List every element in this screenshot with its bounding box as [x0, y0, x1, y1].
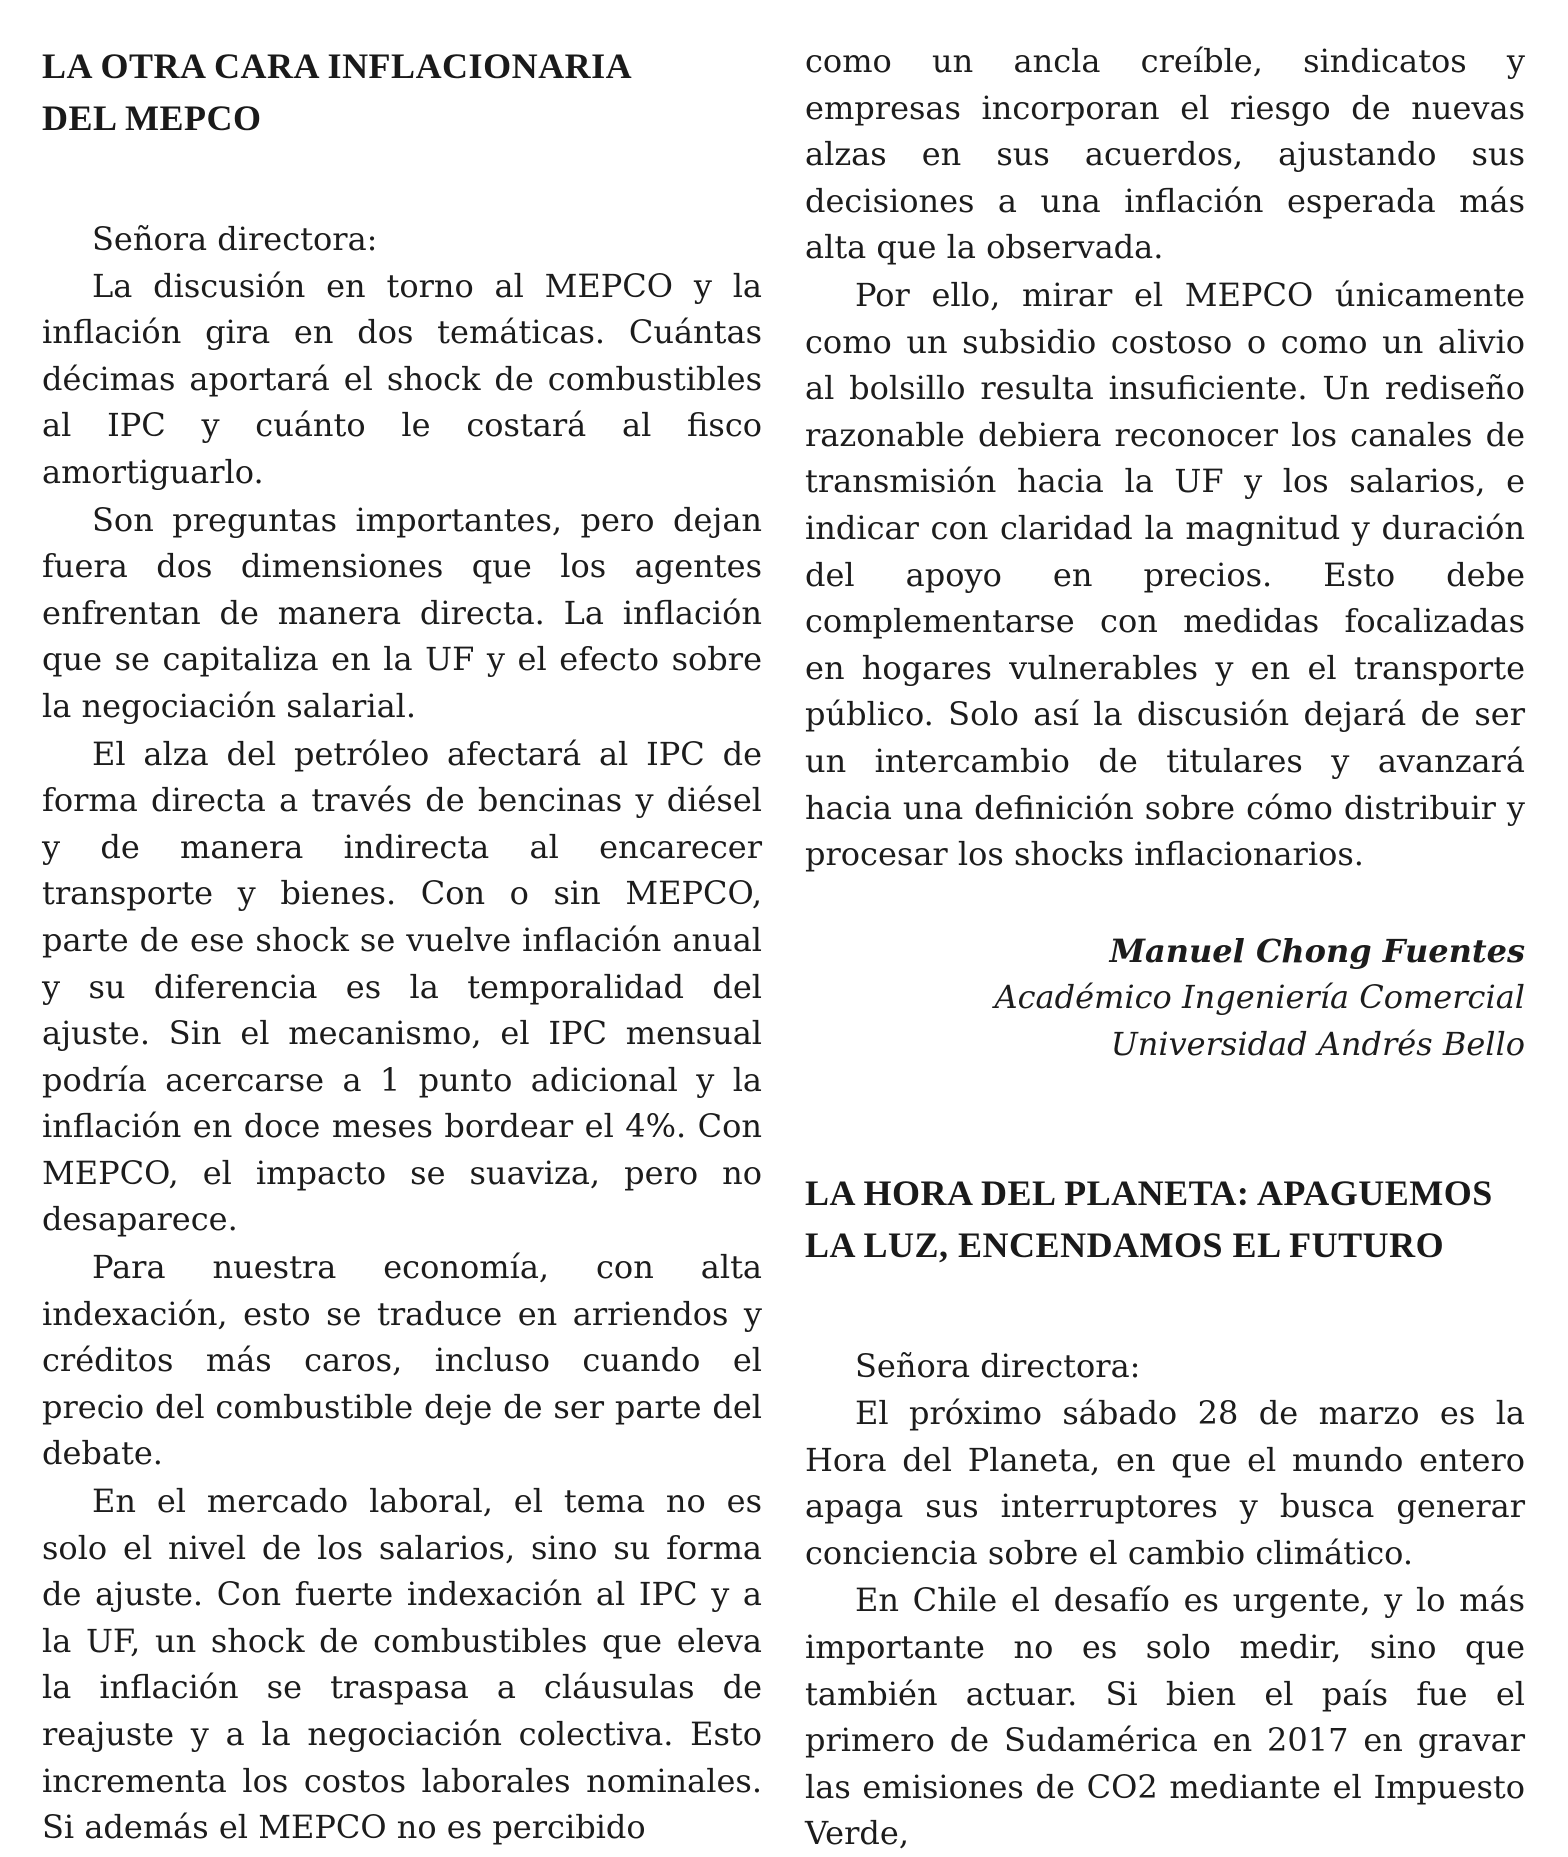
letter-2 [805, 1167, 1525, 1857]
letter-2-headline [805, 1167, 1525, 1271]
letter-1-paragraph-1: La discusión en torno al MEPCO y la inflación gira en dos temáticas. Cuántas décimas aportará el shock de combustibles al IPC y cuánto le costará al fisco amortiguarlo. [42, 266, 762, 491]
letter-1-paragraph-5: En el mercado laboral, el tema no es solo el nivel de los salarios, sino su forma de ajuste. Con fuerte indexación al IPC y a la UF, un shock de combustibles que eleva la inflación se traspasa a cláusulas de reajuste y a la negociación colectiva. Esto incrementa los costos laborales nominales. Si además el MEPCO no es percibido [42, 1482, 762, 1847]
letter-1-paragraph-2: Son preguntas importantes, pero dejan fuera dos dimensiones que los agentes enfrentan de manera directa. La inflación que se capitaliza en la UF y el efecto sobre la negociación salarial. [42, 500, 762, 725]
letter-1-headline [42, 40, 762, 144]
letter-2-paragraph-1: El próximo sábado 28 de marzo es la Hora del Planeta, en que el mundo entero apaga sus interruptores y busca generar conciencia sobre el cambio climático. [805, 1394, 1525, 1572]
signature-institution: Universidad Andrés Bello [1110, 1024, 1525, 1063]
letter-2-paragraph-2: En Chile el desafío es urgente, y lo más importante no es solo medir, sino que también actuar. Si bien el país fue el primero de Sudamérica en 2017 en gravar las emisiones de CO2 mediante el Impuesto Verde, [805, 1581, 1525, 1853]
letter-1-paragraph-4: Para nuestra economía, con alta indexación, esto se traduce en arriendos y créditos más caros, incluso cuando el precio del combustible deje de ser parte del debate. [42, 1248, 762, 1473]
signature-name: Manuel Chong Fuentes [1109, 931, 1525, 970]
letter-1-headline-line-2: DEL MEPCO [42, 98, 262, 138]
signature-role: Académico Ingeniería Comercial [994, 978, 1525, 1017]
letter-1-paragraph-3: El alza del petróleo afectará al IPC de forma directa a través de bencinas y diésel y de manera indirecta al encarecer transporte y bienes. Con o sin MEPCO, parte de ese shock se vuelve inflación anual y su diferencia es la temporalidad del ajuste. Sin el mecanismo, el IPC mensual podría acercarse a 1 punto adicional y la inflación en doce meses bordear el 4%. Con MEPCO, el impacto se suaviza, pero no desaparece. [42, 734, 762, 1239]
letter-1-headline-line-1: LA OTRA CARA INFLACIONARIA [42, 46, 633, 86]
letter-2-headline-line-2: LA LUZ, ENCENDAMOS EL FUTURO [805, 1225, 1445, 1266]
right-column [805, 34, 1525, 1857]
left-column [42, 34, 762, 1851]
letter-1-signature [805, 928, 1525, 1068]
letter-2-salutation: Señora directora: [855, 1347, 1141, 1386]
letter-1-salutation: Señora directora: [92, 220, 378, 258]
letter-1-continuation-1: como un ancla creíble, sindicatos y empresas incorporan el riesgo de nuevas alzas en sus acuerdos, ajustando sus decisiones a una inflación esperada más alta que la observada. [805, 42, 1525, 267]
letter-1-continuation-2: Por ello, mirar el MEPCO únicamente como un subsidio costoso o como un alivio al bolsillo resulta insuficiente. Un rediseño razonable debiera reconocer los canales de transmisión hacia la UF y los salarios, e indicar con claridad la magnitud y duración del apoyo en precios. Esto debe complementarse con medidas focalizadas en hogares vulnerables y en el transporte público. Solo así la discusión dejará de ser un intercambio de titulares y avanzará hacia una definición sobre cómo distribuir y procesar los shocks inflacionarios. [805, 275, 1525, 874]
letter-2-headline-line-1: LA HORA DEL PLANETA: APAGUEMOS [805, 1173, 1493, 1214]
